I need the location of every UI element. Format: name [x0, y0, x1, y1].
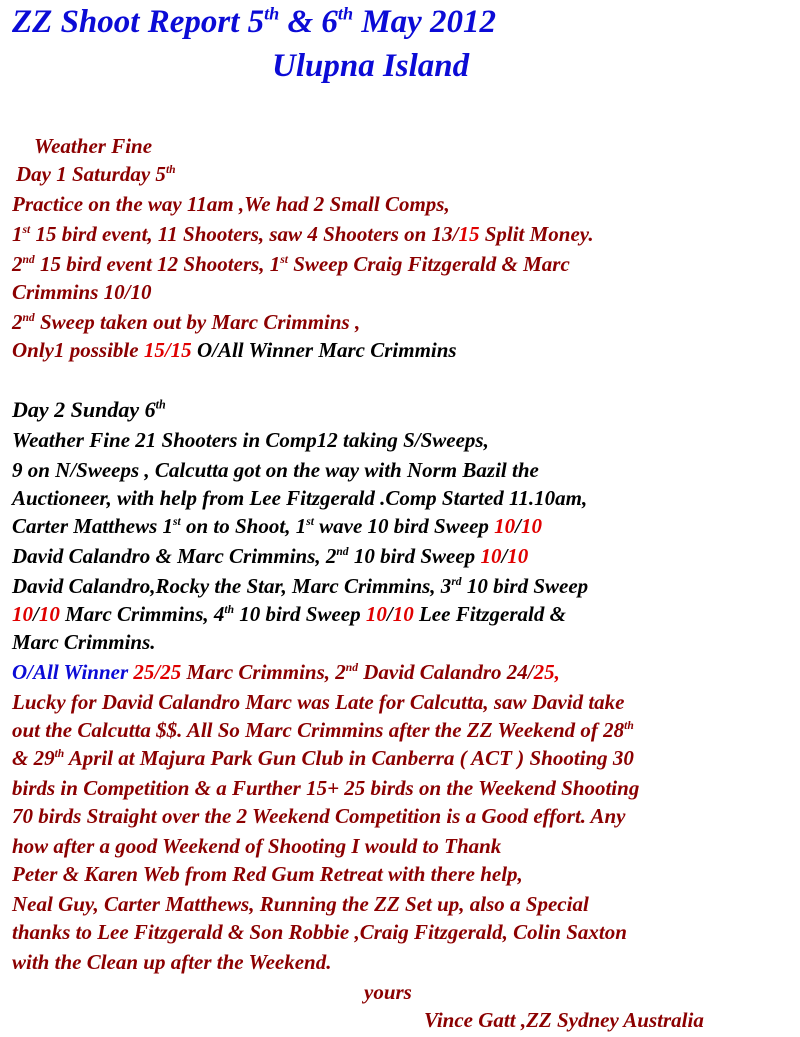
day2-line: Auctioneer, with help from Lee Fitzgerald .Comp Started 11.10am,: [12, 486, 588, 510]
score: 10: [392, 602, 414, 626]
score: 25,: [533, 660, 560, 684]
day1-weather: Weather Fine: [34, 134, 153, 158]
day2-line: Marc Crimmins.: [12, 630, 156, 654]
day2-line: Peter & Karen Web from Red Gum Retreat with there help,: [12, 862, 523, 886]
day2-line: David Calandro & Marc Crimmins, 2nd 10 bird Sweep 10/10: [12, 544, 529, 568]
score: 15/15: [143, 338, 192, 362]
score: 10: [507, 544, 529, 568]
score: 15: [458, 222, 480, 246]
score: 10: [494, 514, 516, 538]
day1-line: Practice on the way 11am ,We had 2 Small Comps,: [12, 192, 450, 216]
day1-line: 2nd 15 bird event 12 Shooters, 1st Sweep Craig Fitzgerald & Marc: [12, 252, 570, 276]
day1-line: 1st 15 bird event, 11 Shooters, saw 4 Shooters on 13/15 Split Money.: [12, 222, 594, 246]
day2-line: 9 on N/Sweeps , Calcutta got on the way with Norm Bazil the: [12, 458, 539, 482]
day2-line: 10/10 Marc Crimmins, 4th 10 bird Sweep 10/10 Lee Fitzgerald &: [12, 602, 566, 626]
day2-line: Neal Guy, Carter Matthews, Running the ZZ Set up, also a Special: [12, 892, 589, 916]
day2-line: out the Calcutta $$. All So Marc Crimmins after the ZZ Weekend of 28th: [12, 718, 634, 742]
day2-line: Carter Matthews 1st on to Shoot, 1st wave 10 bird Sweep 10/10: [12, 514, 542, 538]
title-ordinal: th: [337, 3, 354, 24]
title-text: May 2012: [353, 4, 497, 40]
score: 10: [480, 544, 502, 568]
score: 10: [38, 602, 60, 626]
day2-line: birds in Competition & a Further 15+ 25 birds on the Weekend Shooting: [12, 776, 640, 800]
day1-line: 2nd Sweep taken out by Marc Crimmins ,: [12, 310, 361, 334]
title-ordinal: th: [264, 3, 280, 24]
day2-line: how after a good Weekend of Shooting I would to Thank: [12, 834, 502, 858]
score: 25/25: [133, 660, 182, 684]
score: 10: [12, 602, 33, 626]
day2-line: Weather Fine 21 Shooters in Comp12 taking S/Sweeps,: [12, 428, 489, 452]
day2-line: with the Clean up after the Weekend.: [12, 950, 332, 974]
day1-line: Only1 possible 15/15 O/All Winner Marc Crimmins: [12, 338, 457, 362]
day1-line: Crimmins 10/10: [12, 280, 152, 304]
day1-heading: Day 1 Saturday 5th: [16, 162, 176, 186]
score: 10: [365, 602, 387, 626]
day2-line: O/All Winner 25/25 Marc Crimmins, 2nd David Calandro 24/25,: [12, 660, 560, 684]
report-location: Ulupna Island: [272, 48, 470, 84]
day2-heading: Day 2 Sunday 6th: [12, 397, 166, 422]
day2-line: David Calandro,Rocky the Star, Marc Crimmins, 3rd 10 bird Sweep: [12, 574, 589, 598]
report-title: [12, 4, 496, 40]
day2-line: thanks to Lee Fitzgerald & Son Robbie ,Craig Fitzgerald, Colin Saxton: [12, 920, 627, 944]
day2-line: 70 birds Straight over the 2 Weekend Competition is a Good effort. Any: [12, 804, 626, 828]
title-text: & 6: [279, 4, 338, 40]
day2-line: Lucky for David Calandro Marc was Late for Calcutta, saw David take: [12, 690, 625, 714]
title-text: ZZ Shoot Report 5: [12, 4, 265, 40]
signoff-name: Vince Gatt ,ZZ Sydney Australia: [424, 1008, 704, 1032]
score: 10: [520, 514, 542, 538]
day2-line: & 29th April at Majura Park Gun Club in Canberra ( ACT ) Shooting 30: [12, 746, 634, 770]
signoff-yours: yours: [364, 980, 412, 1004]
